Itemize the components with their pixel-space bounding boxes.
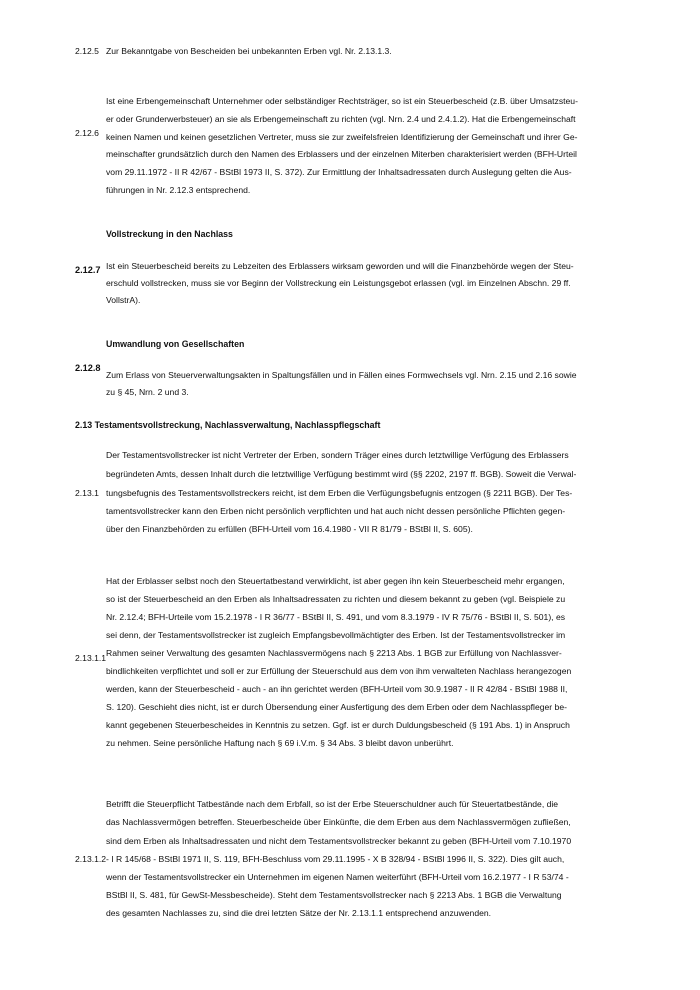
paragraph-line: wenn der Testamentsvollstrecker ein Unternehmen im eigenen Namen weiterführt (BFH-Urteil vom 16.2.1977 - I R 53/74 - (106, 872, 569, 882)
paragraph-line: Rahmen seiner Verwaltung des gesamten Nachlassvermögens nach § 2213 Abs. 1 BGB zur Erfüllung von Nachlassver- (106, 648, 562, 658)
paragraph-line: Zum Erlass von Steuerverwaltungsakten in Spaltungsfällen und in Fällen eines Formwechsels vgl. Nrn. 2.15 und 2.16 sowie (106, 370, 577, 380)
paragraph-line: - I R 145/68 - BStBl 1971 II, S. 119, BFH-Beschluss vom 29.11.1995 - X B 328/94 - BStBl 1996 II, S. 322). Dies gilt auch, (106, 854, 565, 864)
paragraph-line: werden, kann der Steuerbescheid - auch - an ihn gerichtet werden (BFH-Urteil vom 30.9.1987 - II R 42/84 - BStBl 1988 II, (106, 684, 568, 694)
section-number: 2.12.5 (75, 46, 99, 56)
section-heading: Vollstreckung in den Nachlass (106, 229, 233, 239)
paragraph-line: erschuld vollstrecken, muss sie vor Beginn der Vollstreckung ein Leistungsgebot erlassen (vgl. im Einzelnen Abschn. 29 ff. (106, 278, 571, 288)
section-number: 2.13.1.2 (75, 854, 107, 864)
paragraph-line: Der Testamentsvollstrecker ist nicht Vertreter der Erben, sondern Träger eines durch letztwillige Verfügung des Erblassers (106, 450, 569, 460)
paragraph-line: das Nachlassvermögen betreffen. Steuerbescheide über Einkünfte, die dem Erben aus dem Nachlassvermögen zufließen, (106, 817, 571, 827)
section-number: 2.13.1 (75, 488, 99, 498)
paragraph-line: tungsbefugnis des Testamentsvollstreckers reicht, ist dem Erben die Verfügungsbefugnis entzogen (§ 2211 BGB). Der Tes- (106, 488, 573, 498)
paragraph-line: vom 29.11.1972 - II R 42/67 - BStBl 1973 II, S. 372). Zur Ermittlung der Inhaltsadressaten durch Auslegung gelten die Aus- (106, 167, 572, 177)
paragraph-line: begründeten Amts, dessen Inhalt durch die letztwillige Verfügung bestimmt wird (§§ 2202, 2197 ff. BGB). Soweit die Verwal- (106, 469, 577, 479)
paragraph-line: BStBl II, S. 481, für GewSt-Messbescheide). Steht dem Testamentsvollstrecker nach § 2213 Abs. 1 BGB die Verwaltung (106, 890, 562, 900)
paragraph-line: so ist der Steuerbescheid an den Erben als Inhaltsadressaten zu richten und diesem bekannt zu geben (vgl. Beispiele zu (106, 594, 566, 604)
paragraph-line: Hat der Erblasser selbst noch den Steuertatbestand verwirklicht, ist aber gegen ihn kein Steuerbescheid mehr ergangen, (106, 576, 565, 586)
paragraph-line: kannt gegebenen Steuerbescheides in Kenntnis zu setzen. Ggf. ist er durch Duldungsbescheid (§ 191 Abs. 1) in Anspruch (106, 720, 570, 730)
section-number: 2.12.6 (75, 128, 99, 138)
section-heading: Umwandlung von Gesellschaften (106, 339, 245, 349)
paragraph-line: führungen in Nr. 2.12.3 entsprechend. (106, 185, 251, 195)
section-number: 2.13.1.1 (75, 653, 107, 663)
section-number: 2.12.8 (75, 363, 101, 373)
paragraph-line: Nr. 2.12.4; BFH-Urteile vom 15.2.1978 - I R 36/77 - BStBl II, S. 491, und vom 8.3.1979 - IV R 75/76 - BStBl II, S. 501), es (106, 612, 566, 622)
paragraph-line: keinen Namen und keinen gesetzlichen Vertreter, muss sie zur zweifelsfreien Identifizierung der Gemeinschaft und ihrer Ge- (106, 132, 578, 142)
paragraph-line: Zur Bekanntgabe von Bescheiden bei unbekannten Erben vgl. Nr. 2.13.1.3. (106, 46, 392, 56)
section-number: 2.12.7 (75, 265, 101, 275)
paragraph-line: VollstrA). (106, 295, 141, 305)
paragraph-line: Ist eine Erbengemeinschaft Unternehmer oder selbständiger Rechtsträger, so ist ein Steuerbescheid (z.B. über Umsatzsteu- (106, 96, 578, 106)
paragraph-line: des gesamten Nachlasses zu, sind die drei letzten Sätze der Nr. 2.13.1.1 entsprechend anzuwenden. (106, 908, 492, 918)
paragraph-line: zu § 45, Nrn. 2 und 3. (106, 387, 189, 397)
paragraph-line: Betrifft die Steuerpflicht Tatbestände nach dem Erbfall, so ist der Erbe Steuerschuldner auch für Steuertatbestände, die (106, 799, 559, 809)
paragraph-line: er oder Grunderwerbsteuer) an sie als Erbengemeinschaft zu richten (vgl. Nrn. 2.4 und 2.4.1.2). Hat die Erbengemeinschaft (106, 114, 576, 124)
chapter-heading: 2.13 Testamentsvollstreckung, Nachlassverwaltung, Nachlasspflegschaft (75, 420, 381, 430)
paragraph-line: sei denn, der Testamentsvollstrecker ist zugleich Empfangsbevollmächtigter des Erben. Ist der Testamentsvollstrecker im (106, 630, 566, 640)
paragraph-line: S. 120). Geschieht dies nicht, ist er durch Übersendung einer Ausfertigung des dem Erben oder dem Nachlasspfleger be- (106, 702, 567, 712)
paragraph-line: zu nehmen. Seine persönliche Haftung nach § 69 i.V.m. § 34 Abs. 3 bleibt davon unberührt. (106, 738, 454, 748)
paragraph-line: Ist ein Steuerbescheid bereits zu Lebzeiten des Erblassers wirksam geworden und will die Finanzbehörde wegen der Steu- (106, 261, 574, 271)
paragraph-line: über den Finanzbehörden zu erfüllen (BFH-Urteil vom 16.4.1980 - VII R 81/79 - BStBl II, S. 605). (106, 524, 473, 534)
paragraph-line: meinschafter grundsätzlich durch den Namen des Erblassers und der einzelnen Miterben charakterisiert werden (BFH-Urteil (106, 149, 577, 159)
paragraph-line: sind dem Erben als Inhaltsadressaten und nicht dem Testamentsvollstrecker bekannt zu geben (BFH-Urteil vom 7.10.1970 (106, 836, 572, 846)
paragraph-line: bindlichkeiten verpflichtet und soll er zur Erfüllung der Steuerschuld aus dem von ihm verwalteten Nachlass herangezogen (106, 666, 572, 676)
paragraph-line: tamentsvollstrecker kann den Erben nicht persönlich verpflichten und hat auch nicht dessen persönliche Pflichten gegen- (106, 506, 566, 516)
